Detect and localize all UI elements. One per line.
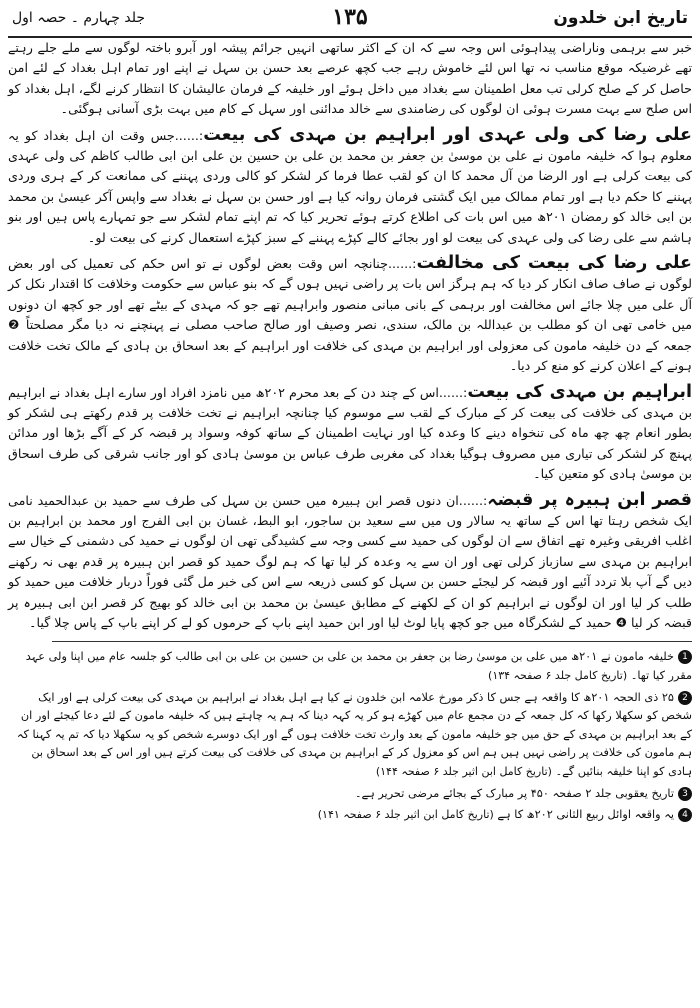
section-heading: ابراہیم بن مہدی کی بیعت [467,381,692,402]
footnote-marker: 1 [678,650,692,664]
footnote-marker: 2 [678,691,692,705]
paragraph-1: خبر سے برہمی وناراضی پیداہوئی اس وجہ سے کہ ان کے اکثر ساتھی انہیں جرائم پیشہ اور آبرو باختہ لوگوں سے ملے جلے رہتے تھے غرضیکہ موقع مناسب نہ تھا اس لئے خاموش رہے جب کچھ عرصے بعد حسن بن سہل نے اپنے اور تمام اہل بغداد کے لئے امن حاصل کر کے صلح کرلی تب معل اطمینان سے بغداد میں داخل ہوئے اور خلیفہ کے فرمان عالیشان کا انتظار کرنے لگے، اہل بغداد کو اس صلح سے بہت مسرت ہوئی ان لوگوں کی رضامندی سے خالد مدائنی اور سہل کے کام میں بہت بڑی آسانی ہوگئی۔ [8,40,692,117]
footnote-reference: (تاریخ کامل جلد ۶ صفحہ ۱۳۴) [488,668,628,682]
footnote-divider [52,641,692,642]
page-header [8,4,692,38]
section-heading: علی رضا کی بیعت کی مخالفت [416,253,692,274]
footnote-4: 4یہ واقعہ اوائل ربیع الثانی ۲۰۲ھ کا ہے (تاریخ کامل ابن اثیر جلد ۶ صفحہ ۱۴۱) [8,806,692,825]
volume-label: جلد چہارم ۔ حصہ اول [12,10,146,26]
footnote-1: 1خلیفہ مامون نے ۲۰۱ھ میں علی بن موسیٰ رضا بن جعفر بن محمد بن علی بن حسین بن علی بن ابی طالب کو جلسہ عام میں اپنا ولی عہد مقرر کیا تھا۔ (تاریخ کامل جلد ۶ صفحہ ۱۳۴) [25,650,692,682]
paragraph-5: قصر ابن ہبیرہ پر قبضہ:......ان دنوں قصر ابن ہبیرہ میں حسن بن سہل کی طرف سے حمید بن عبدالحمید نامی ایک شخص رہتا تھا اس کے ساتھ یہ سالار وں میں سے سعید بن ساجور، ابو البط، غسان بن ابی الفرج اور محمد بن ابراہیم بن اغلب افریقی وغیرہ تھے اتفاق سے ان لوگوں کی حمید سے کسی وجہ سے کشیدگی تھی ان لوگوں نے حمید کی دشمنی کے خیال سے ابراہیم بن مہدی سے سازباز کرلی تھی اور ان سے یہ وعدہ کر لیا تھا کہ ہم لوگ حمید کو قصر ابن ہبیرہ پر قدم بھی نہ رکھنے دیں گے آپ بلا تردد آئیے اور قبضہ کر لیجئے حسن بن سہل کو کسی ذریعہ سے اس کی خبر مل گئی فوراً دربار خلافت میں حمید کو طلب کر لیا اور ان لوگوں نے ابراہیم کو ان کے لکھنے کے مطابق عیسیٰ بن محمد بن ابی خالد کو بھیج کر قصر ابن ابی ہبیرہ پر قبضہ کر لیا ❹ حمید کے لشکرگاہ میں جو کچھ پایا لوٹ لیا اور ابن حمید اپنے باپ کے حرموں کو لے کر اپنے باپ کے پاس چلا گیا۔ [8,489,693,630]
section-heading: قصر ابن ہبیرہ پر قبضہ [487,489,693,510]
book-title: تاریخ ابن خلدون [553,8,688,28]
footnote-reference: (تاریخ کامل ابن اثیر جلد ۶ صفحہ ۱۴۱) [317,808,494,822]
paragraph-2: علی رضا کی ولی عہدی اور ابراہیم بن مہدی کی بیعت:......جس وقت ان اہل بغداد کو یہ معلوم ہوا کہ خلیفہ مامون نے علی بن موسیٰ بن جعفر بن محمد بن علی بن حسین بن علی ابن ابی طالب کاظم کی ولی عہدی کی بیعت کرلی ہے اور الرضا من آل محمد کا ان کو لقب عطا فرما کر لشکر کو کالی وردی پہننے کی ممانعت کر کے ہری وردی پہننے کا حکم دیا ہے اور تمام ممالک میں ایک گشتی فرمان روانہ کیا ہے اور حسن بن سہل نے بغداد سے واپس آکر عیسیٰ بن محمد بن ابی خالد کو رمضان ۲۰۱ھ میں اس بات کی اطلاع کرتے ہوئے تحریر کیا کہ تم اپنے تمام لشکر سے جو تمہارے پاس ہیں اور بنو ہاشم سے علی رضا کی ولی عہدی کی بیعت لو اور بجائے کالے کپڑے پہننے کے سبز کپڑے استعمال کرنے کی بیعت لو۔ [8,124,692,245]
footnote-marker: 3 [678,787,692,801]
paragraph-3: علی رضا کی بیعت کی مخالفت:......چنانچہ اس وقت بعض لوگوں نے تو اس حکم کی تعمیل کی اور بعض لوگوں نے صاف صاف انکار کر دیا کہ ہم ہرگز اس بات پر راضی نہیں ہوں گے کہ بنو عباس سے حکومت وخلافت کا اقتدار نکل کر آل علی میں چلا جائے اس مخالفت اور برہمی کے بانی مبانی منصور وابراہیم تھے جو کہ مہدی کے بیٹے تھے اور جو کچھ ان دونوں میں خامی تھی ان کو مطلب بن عبداللہ بن مالک، سندی، نصر وصیف اور صالح صاحب مصلی نے پہنچنے نہ دیا مگر مصلحتاً ❷ جمعہ کے دن خلیفہ مامون کی معزولی اور ابراہیم بن مہدی کی خلافت اور ابراہیم کے بعد اسحاق بن ہادی کے مالک تخت خلافت ہونے کے اعلان کرنے کو منع کر دیا۔ [8,253,692,374]
footnote-3: 3تاریخ یعقوبی جلد ۲ صفحہ ۴۵۰ پر مبارک کے بجائے مرضی تحریر ہے۔ [8,785,692,804]
section-heading: علی رضا کی ولی عہدی اور ابراہیم بن مہدی کی بیعت [203,124,692,145]
main-text [8,38,692,633]
page-number: ۱۳۵ [332,4,368,30]
footnote-marker: 4 [678,808,692,822]
footnotes [8,648,692,824]
paragraph-4: ابراہیم بن مہدی کی بیعت:......اس کے چند دن کے بعد محرم ۲۰۲ھ میں نامزد افراد اور سارے اہل بغداد نے ابراہیم بن مہدی کی خلافت کی بیعت کر کے مبارک کے لقب سے موسوم کیا چنانچہ ابراہیم نے تخت خلافت پر قدم رکھتے ہی لشکر کو بطور انعام چھ چھ ماہ کی تنخواہ دینے کا وعدہ کیا اور نہایت اطمینان کے ساتھ کوفہ وسواد پر قبضہ کر کے آگے بڑھا اور مدائن پہنچ کر لشکر کی تیاری میں مصروف ہوگیا بغداد کی مغربی طرف عباس بن موسیٰ ہادی کو اور جانب شرقی کی طرف اسحاق بن موسیٰ ہادی کو متعین کیا۔ [8,381,692,482]
footnote-reference: (تاریخ کامل ابن اثیر جلد ۶ صفحہ ۱۴۴) [375,764,552,778]
footnote-2: 2۲۵ ذی الحجہ ۲۰۱ھ کا واقعہ ہے جس کا ذکر مورخ علامہ ابن خلدون نے کیا ہے اہل بغداد نے ابراہیم بن مہدی کی بیعت کرلی ہے اور ایک شخص کو سکھلا رکھا کہ کل جمعہ کے دن مجمع عام میں کھڑے ہو کر یہ کہہ دینا کہ ہم یہ چاہتے ہیں کہ خلیفہ مامون کے لئے دعا کیجئے اور ان کے بعد ابراہیم بن مہدی کے حق میں جو خلیفہ مامون کے بعد وارث تخت خلافت ہوں گے اور ایک دوسرے شخص کو یہ سکھلا دیا کہ تم یہ کہنا کہ ہم مامون کی خلافت پر راضی نہیں ہیں ہم اس کو معزول کر کے ابراہیم بن مہدی کی خلافت کی بیعت کرتے ہیں اور اس کے بعد اسحاق بن ہادی کو اپنا خلیفہ بنائیں گے۔ (تاریخ کامل ابن اثیر جلد ۶ صفحہ ۱۴۴) [16,690,692,778]
